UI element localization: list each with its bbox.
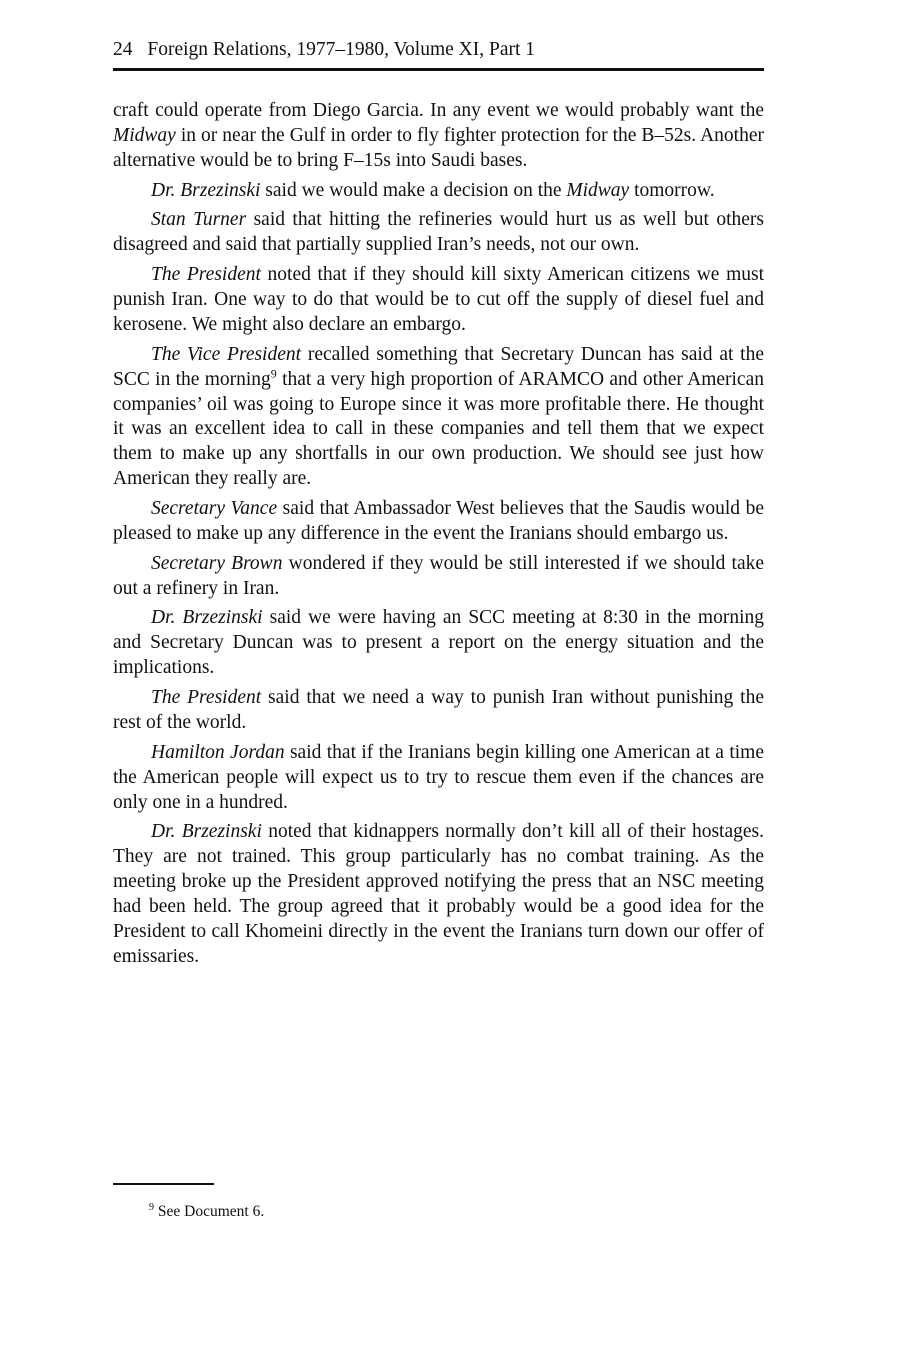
speaker-name: Dr. Brzezinski xyxy=(151,179,261,201)
speaker-name: Secretary Brown xyxy=(151,552,283,574)
paragraph xyxy=(113,741,764,816)
paragraph-text: in or near the Gulf in order to fly fighter protection for the B–52s. Another alternative would be to bring F–15s into Saudi bases. xyxy=(113,124,764,171)
paragraph-text: said we would make a decision on the xyxy=(260,179,567,201)
footnote-marker: 9 xyxy=(149,1201,154,1213)
paragraph-text: said that we need a way to punish Iran without punishing the rest of the world. xyxy=(113,687,764,733)
speaker-name: Dr. Brzezinski xyxy=(151,607,263,629)
footnote-reference[interactable]: 9 xyxy=(270,366,277,381)
ship-name: Midway xyxy=(566,179,630,201)
footnote-divider xyxy=(113,1183,214,1185)
speaker-name: The Vice President xyxy=(151,343,302,365)
speaker-name: Secretary Vance xyxy=(151,498,278,520)
volume-title: Foreign Relations, 1977–1980, Volume XI, Part 1 xyxy=(147,39,536,60)
paragraph xyxy=(113,263,764,338)
paragraph xyxy=(113,343,764,492)
paragraph xyxy=(113,179,764,204)
paragraph xyxy=(113,552,764,602)
speaker-name: The President xyxy=(151,264,261,286)
paragraph xyxy=(113,820,764,969)
paragraph xyxy=(113,686,764,736)
paragraph-text: noted that kidnappers normally don’t kill all of their hostages. They are not trained. This group particularly has no combat training. As the meeting broke up the President approved notifying the press that an NSC meeting had been held. The group agreed that it probably would be a good idea for the President to call Khomeini directly in the event the Iranians turn down our offer of emissaries. xyxy=(113,821,764,967)
speaker-name: The President xyxy=(151,687,262,709)
paragraph-text: craft could operate from Diego Garcia. In any event we would probably want the xyxy=(113,100,764,121)
paragraph xyxy=(113,497,764,547)
document-page xyxy=(113,36,764,975)
paragraph-text: wondered if they would be still interested if we should take out a refinery in Iran. xyxy=(113,552,765,599)
paragraph-text: recalled something that Secretary Duncan has said at the SCC in the morning xyxy=(113,343,765,390)
speaker-name: Dr. Brzezinski xyxy=(151,821,262,843)
speaker-name: Hamilton Jordan xyxy=(151,741,285,763)
paragraph-text: that a very high proportion of ARAMCO and other American companies’ oil was going to Europe since it was more profitable there. He thought it was an excellent idea to call in these companies and tell them that we expect them to make up any shortfalls in our own production. We should see just how American they really are. xyxy=(113,368,764,490)
paragraph-text: tomorrow. xyxy=(629,179,715,201)
footnote-text: See Document 6. xyxy=(154,1203,265,1220)
paragraph xyxy=(113,208,764,258)
paragraph xyxy=(113,606,764,681)
running-head xyxy=(113,36,764,71)
paragraph-text: said we were having an SCC meeting at 8:30 in the morning and Secretary Duncan was to present a report on the energy situation and the implications. xyxy=(113,607,765,679)
paragraph-text: said that hitting the refineries would hurt us as well but others disagreed and said that partially supplied Iran’s needs, not our own. xyxy=(113,209,764,256)
paragraph-text: said that if the Iranians begin killing one American at a time the American people will expect us to try to rescue them even if the chances are only one in a hundred. xyxy=(113,741,764,813)
paragraph-text: said that Ambassador West believes that the Saudis would be pleased to make up any difference in the event the Iranians should embargo us. xyxy=(113,498,764,544)
paragraph xyxy=(113,99,764,174)
paragraph-text: noted that if they should kill sixty American citizens we must punish Iran. One way to do that would be to cut off the supply of diesel fuel and kerosene. We might also declare an embargo. xyxy=(113,264,764,335)
page-number: 24 xyxy=(113,39,133,60)
ship-name: Midway xyxy=(113,124,176,146)
footnote xyxy=(149,1203,264,1221)
speaker-name: Stan Turner xyxy=(151,209,247,231)
document-body xyxy=(113,99,764,970)
